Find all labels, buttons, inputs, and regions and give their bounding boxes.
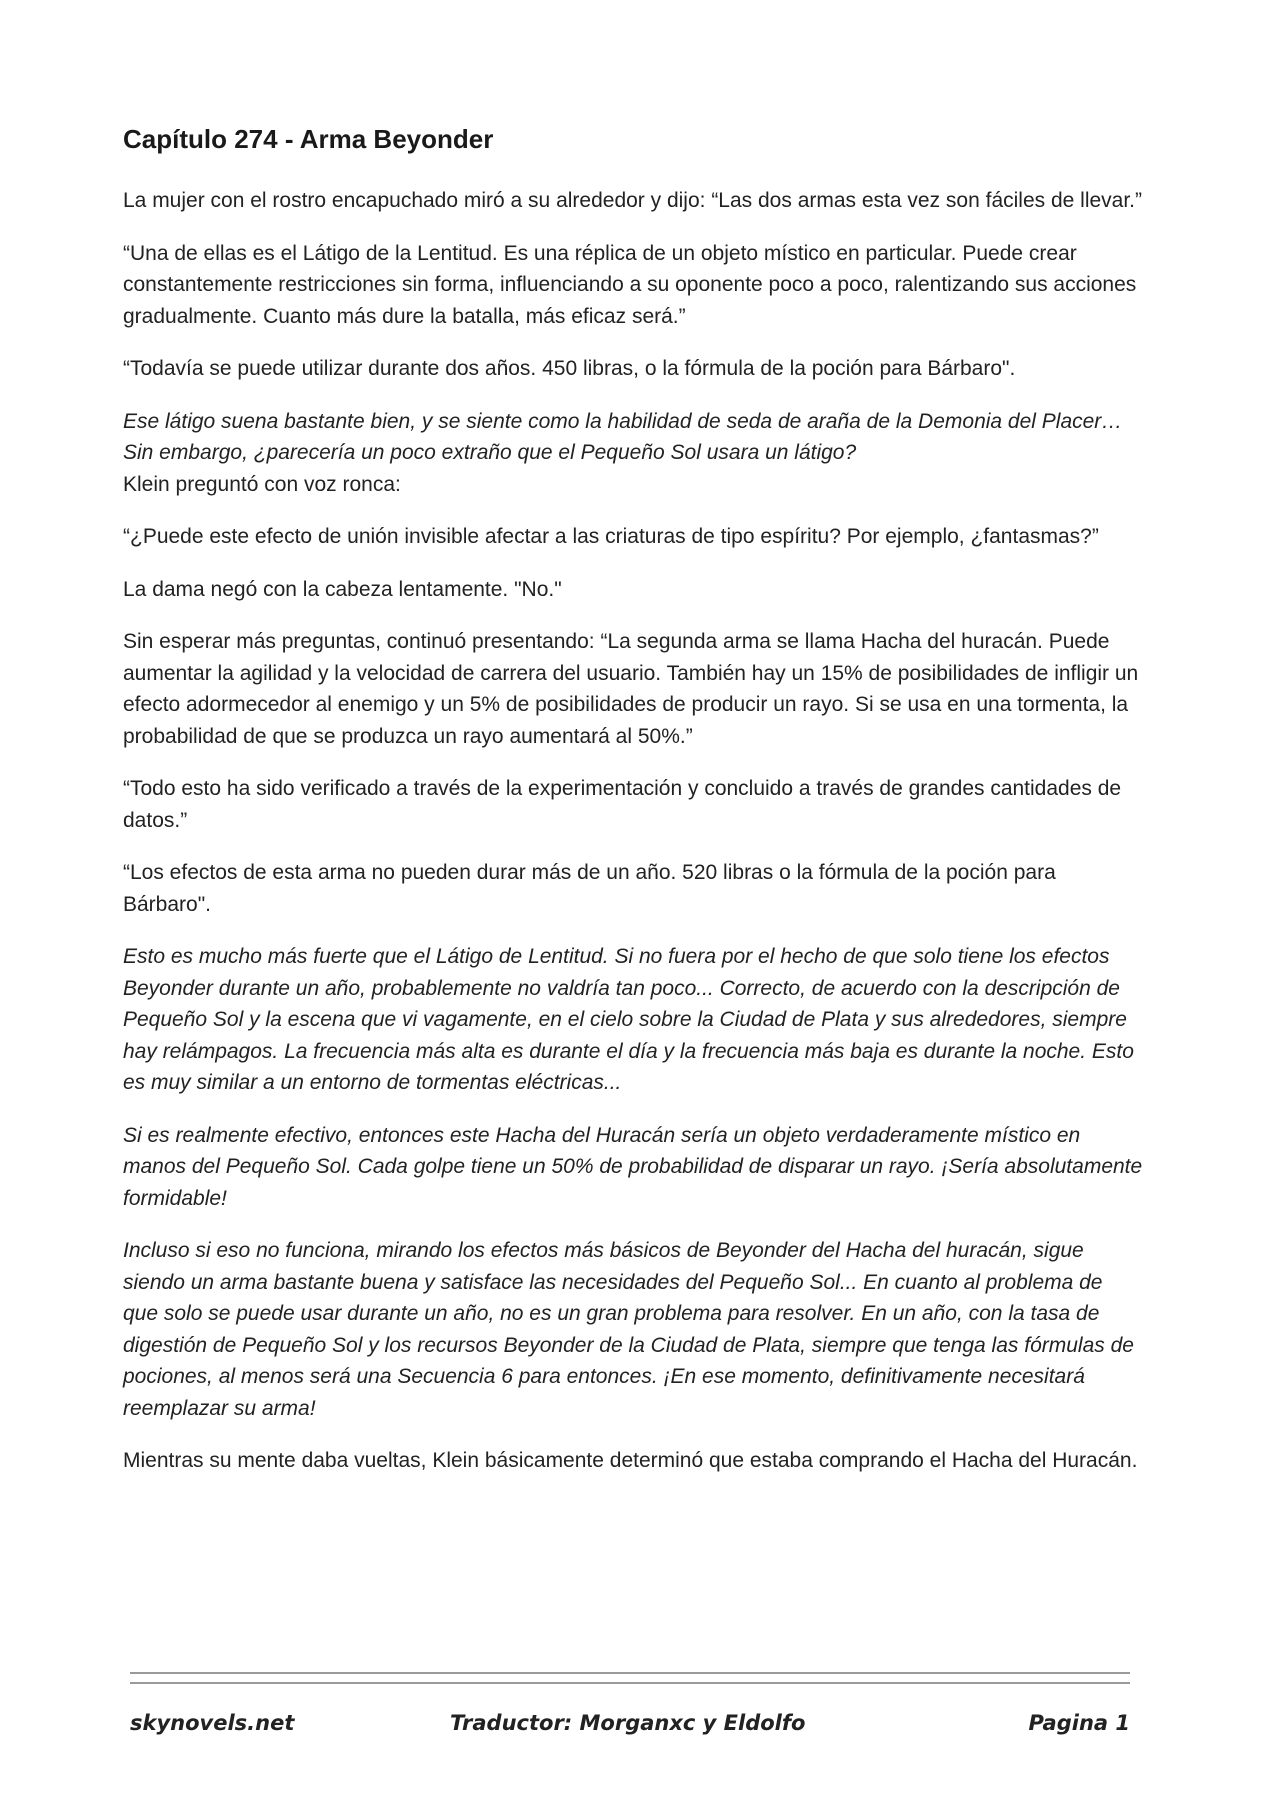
paragraph-tail: Klein preguntó con voz ronca: [123,472,401,496]
paragraph: “Todavía se puede utilizar durante dos años. 450 libras, o la fórmula de la poción para Bárbaro". [123,357,1016,380]
inner-thought-paragraph: Incluso si eso no funciona, mirando los efectos más básicos de Beyonder del Hacha del huracán, sigue siendo un arma bastante buena y satisface las necesidades del Pequeño Sol... En cuanto al problema de que solo se puede usar durante un año, no es un gran problema para resolver. En un año, con la tasa de digestión de Pequeño Sol y los recursos Beyonder de la Ciudad de Plata, siempre que tenga las fórmulas de pociones, al menos será una Secuencia 6 para entonces. ¡En ese momento, definitivamente necesitará reemplazar su arma! [123,1239,1134,1420]
page-footer [130,1711,1130,1751]
inner-thought-paragraph: Si es realmente efectivo, entonces este Hacha del Huracán sería un objeto verdaderamente místico en manos del Pequeño Sol. Cada golpe tiene un 50% de probabilidad de disparar un rayo. ¡Sería absolutamente formidable! [123,1123,1143,1210]
footer-divider [130,1672,1130,1674]
inner-thought-paragraph: Esto es mucho más fuerte que el Látigo de Lentitud. Si no fuera por el hecho de que solo tiene los efectos Beyonder durante un año, probablemente no valdría tan poco... Correcto, de acuerdo con la descripción de Pequeño Sol y la escena que vi vagamente, en el cielo sobre la Ciudad de Plata y sus alrededores, siempre hay relámpagos. La frecuencia más alta es durante el día y la frecuencia más baja es durante la noche. Esto es muy similar a un entorno de tormentas eléctricas... [123,945,1134,1094]
footer-site: skynovels.net [130,1711,295,1735]
paragraph: La dama negó con la cabeza lentamente. "No." [123,577,562,601]
chapter-title: Capítulo 274 - Arma Beyonder [123,124,494,154]
footer-translator: Traductor: Morganxc y Eldolfo [450,1711,806,1735]
paragraph: “Una de ellas es el Látigo de la Lentitud. Es una réplica de un objeto místico en particular. Puede crear constantemente restricciones sin forma, influenciando a su oponente poco a poco, ralentizando sus acciones gradualmente. Cuanto más dure la batalla, más eficaz será.” [123,241,1137,328]
footer-divider [130,1682,1130,1684]
paragraph: Mientras su mente daba vueltas, Klein básicamente determinó que estaba comprando el Hacha del Huracán. [123,1449,1138,1472]
paragraph: “¿Puede este efecto de unión invisible afectar a las criaturas de tipo espíritu? Por ejemplo, ¿fantasmas?” [123,525,1099,548]
footer-page-number: Pagina 1 [1028,1711,1130,1735]
inner-thought: Ese látigo suena bastante bien, y se siente como la habilidad de seda de araña de la Demonia del Placer… Sin embargo, ¿parecería un poco extraño que el Pequeño Sol usara un látigo? [123,409,1123,464]
paragraph: La mujer con el rostro encapuchado miró a su alrededor y dijo: “Las dos armas esta vez son fáciles de llevar.” [123,189,1143,212]
paragraph: “Los efectos de esta arma no pueden durar más de un año. 520 libras o la fórmula de la poción para Bárbaro". [123,861,1056,916]
paragraph-mixed [123,406,1143,501]
paragraph: Sin esperar más preguntas, continuó presentando: “La segunda arma se llama Hacha del huracán. Puede aumentar la agilidad y la velocidad de carrera del usuario. También hay un 15% de posibilidades de infligir un efecto adormecedor al enemigo y un 5% de posibilidades de producir un rayo. Si se usa en una tormenta, la probabilidad de que se produzca un rayo aumentará al 50%.” [123,630,1139,748]
document-page [123,124,1143,1498]
paragraph: “Todo esto ha sido verificado a través de la experimentación y concluido a través de grandes cantidades de datos.” [123,777,1122,832]
